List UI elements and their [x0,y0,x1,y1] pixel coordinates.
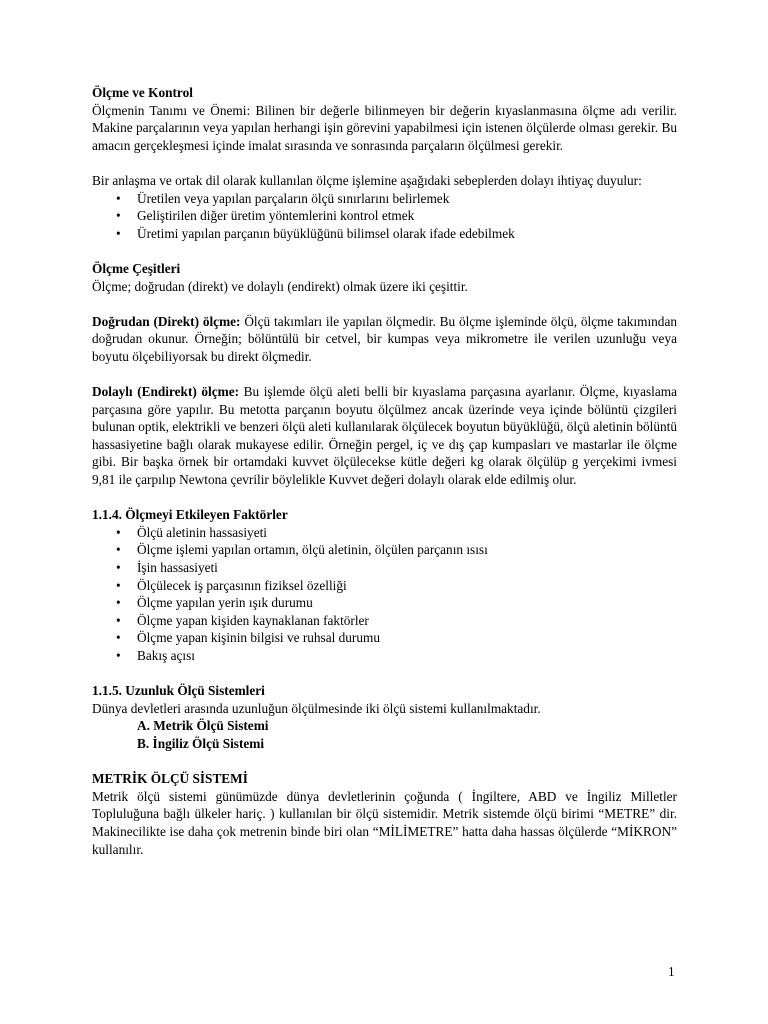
need-paragraph: Bir anlaşma ve ortak dil olarak kullanılan ölçme işlemine aşağıdaki sebeplerden dolayı ihtiyaç duyulur: [92,172,642,188]
list-item: • Ölçme yapılan yerin ışık durumu [92,594,677,612]
list-item: • Ölçme yapan kişinin bilgisi ve ruhsal durumu [92,629,677,647]
factors-title: 1.1.4. Ölçmeyi Etkileyen Faktörler [92,507,288,523]
indirect-label: Dolaylı (Endirekt) ölçme: [92,384,240,400]
list-item: • İşin hassasiyeti [92,559,677,577]
list-item: • Üretilen veya yapılan parçaların ölçü sınırlarını belirlemek [92,190,677,208]
list-item: • Bakış açısı [92,647,677,665]
list-item: • Ölçü aletinin hassasiyeti [92,524,677,542]
indirect-text: Bu işlemde ölçü aleti belli bir kıyaslama parçasına ayarlanır. Ölçme, kıyaslama parçasına göre yapılır. Bu metotta parçanın boyutu ölçülmez ancak üzerinde veya içinde bölüntü çizgileri bulunan optik, elektrikli ve benzeri ölçü aleti kullanılarak ölçülecek boyutun büyüklüğü, ölçü aletinin bölüntü hassasiyetine bağlı olarak mukayese edilir. Örneğin pergel, iç ve dış çap kumpasları ve mastarlar ile ölçme gibi. Bir başka örnek bir ortamdaki kuvvet ölçülecekse kütle değeri kg olarak ölçülüp g yerçekimi ivmesi 9,81 ile çarpılıp Newtona çevrilir böylelikle Kuvvet değeri dolaylı olarak elde edilmiş olur. [92,384,678,488]
direct-label: Doğrudan (Direkt) ölçme: [92,313,241,329]
list-item: • Geliştirilen diğer üretim yöntemlerini kontrol etmek [92,207,677,225]
factors-list [92,524,677,665]
metric-paragraph: Metrik ölçü sistemi günümüzde dünya devletlerinin çoğunda ( İngiltere, ABD ve İngiliz Milletler Topluluğuna bağlı ülkeler hariç. ) kullanılan bir ölçü sistemidir. Metrik sistemde ölçü birimi “METRE” dir. Makinecilikte ise daha çok metrenin binde biri olan “MİLİMETRE” hatta daha hassas ölçülerde “MİKRON” kullanılır. [92,788,677,857]
document-page [92,84,677,858]
types-intro: Ölçme; doğrudan (direkt) ve dolaylı (endirekt) olmak üzere iki çeşittir. [92,278,468,294]
list-item: • Ölçme yapan kişiden kaynaklanan faktörler [92,612,677,630]
direct-paragraph [92,313,677,366]
imperial-system-item: B. İngiliz Ölçü Sistemi [137,735,265,751]
metric-system-item: A. Metrik Ölçü Sistemi [137,718,269,734]
length-intro: Dünya devletleri arasında uzunluğun ölçülmesinde iki ölçü sistemi kullanılmaktadır. [92,700,541,716]
list-item: • Ölçme işlemi yapılan ortamın, ölçü aletinin, ölçülen parçanın ısısı [92,541,677,559]
intro-paragraph: Ölçmenin Tanımı ve Önemi: Bilinen bir değerle bilinmeyen bir değerin kıyaslanmasına ölçme adı verilir. Makine parçalarının veya yapılan herhangi işin görevini yapabilmesi için istenen ölçülerde olması gerekir. Bu amacın gerçekleşmesi içinde imalat sırasında ve sonrasında parçaların ölçülmesi gerekir. [92,102,677,153]
page-number: 1 [668,964,675,979]
length-title: 1.1.5. Uzunluk Ölçü Sistemleri [92,683,265,699]
list-item: • Üretimi yapılan parçanın büyüklüğünü bilimsel olarak ifade edebilmek [92,225,677,243]
list-item: • Ölçülecek iş parçasının fiziksel özelliği [92,577,677,595]
indirect-paragraph [92,383,677,489]
section-title: Ölçme ve Kontrol [92,85,193,100]
metric-title: METRİK ÖLÇÜ SİSTEMİ [92,771,248,787]
direct-text: Ölçü takımları ile yapılan ölçmedir. Bu ölçme işleminde ölçü, ölçme takımından doğrudan okunur. Örneğin; bölüntülü bir cetvel, bir kumpas veya mikrometre ile verilen uzunluğu veya boyutu ölçebiliyorsak bu direkt ölçmedir. [92,313,677,364]
types-title: Ölçme Çeşitleri [92,260,181,276]
purpose-list [92,190,677,243]
